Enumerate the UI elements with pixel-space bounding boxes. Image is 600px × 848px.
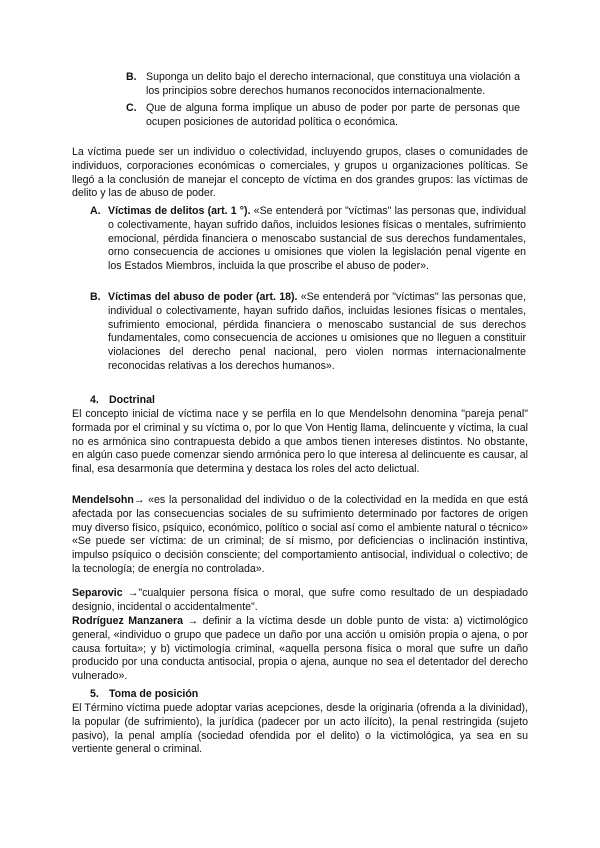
author-name: Separovic [72, 587, 123, 599]
list-item-c [126, 102, 520, 130]
arrow: → [133, 494, 145, 506]
group-text: «Se entenderá por "víctimas" las personas que, individual o colectivamente, hayan sufrido daños, incluidas lesiones físicas o mentales, sufrimiento emocional, pérdida financiera o menoscabo sustancial de sus derechos fundamentales, como consecuencia de acciones u omisiones que no lleguen a constituir violaciones del derecho penal nacional, pero violen normas internacionalmente reconocidas relativas a los derechos humanos». [108, 291, 526, 372]
author-name: Mendelsohn [72, 494, 134, 506]
section-5-heading [90, 688, 510, 702]
author-text: definir a la víctima desde un doble punto de vista: a) victimológico general, «individuo o grupo que padece un daño por una acción u omisión propia o ajena, o por causa fortuita»; y b) victimología criminal, «aquella persona física o moral que sufre un daño producido por una conducta antisocial, propia o ajena, aunque no sea el detentador del derecho vulnerado». [72, 615, 528, 683]
list-item-text: Que de alguna forma implique un abuso de poder por parte de personas que ocupen posiciones de autoridad política o económica. [146, 102, 520, 128]
group-marker: A. [90, 205, 101, 217]
section-title: Toma de posición [109, 688, 199, 700]
author-name: Rodríguez Manzanera [72, 615, 184, 627]
arrow: → [183, 615, 203, 627]
author-mendelsohn [72, 494, 528, 577]
section-number: 4. [90, 394, 99, 406]
list-marker: C. [126, 102, 137, 114]
section-5-paragraph: El Término víctima puede adoptar varias acepciones, desde la originaria (ofrenda a la divinidad), la popular (de sufrimiento), la jurídica (padecer por un acto ilícito), la penal restringida (sujeto pasivo), la penal amplía (sociedad ofendida por el delito) o la victimológica, ya sea en su vertiente general o criminal. [72, 702, 528, 756]
section-title: Doctrinal [109, 394, 155, 406]
section-number: 5. [90, 688, 99, 700]
group-marker: B. [90, 291, 101, 303]
list-marker: B. [126, 71, 137, 83]
arrow: → [122, 587, 139, 599]
section-4-heading [90, 394, 510, 408]
group-body [108, 291, 526, 374]
list-item-text: Suponga un delito bajo el derecho internacional, que constituya una violación a los principios sobre derechos humanos reconocidos internacionalmente. [146, 71, 520, 97]
list-item-b [126, 71, 520, 99]
author-rodriguez-manzanera [72, 615, 528, 684]
group-item-a [90, 205, 526, 274]
section-4-paragraph: El concepto inicial de víctima nace y se perfila en lo que Mendelsohn denomina "pareja penal" formada por el criminal y su víctima o, por lo que Von Hentig llama, delincuente y víctima, la cual no es armónica sino contrapuesta debido a que ambos tienen intereses distintos. No obstante, en algún caso puede comenzar siendo armónica pero lo que interesa al delincuente es causar, al final, esa desarmonía que determina y destaca los roles del acto delictual. [72, 408, 528, 476]
group-body [108, 205, 526, 274]
author-separovic [72, 587, 528, 615]
group-text: «Se entenderá por "víctimas" las personas que, individual o colectivamente, hayan sufrido daños, incluidos lesiones físicas o mentales, sufrimiento emocional, pérdida financiera o menoscabo sustancial de sus derechos fundamentales, orno consecuencia de acciones u omisiones que violen la legislación penal vigente en los Estados Miembros, incluida la que proscribe el abuso de poder». [108, 205, 526, 273]
group-title: Víctimas de delitos (art. 1 °). [108, 205, 251, 217]
author-text: "cualquier persona física o moral, que sufre como resultado de un despiadado designio, incidental o accidentalmente". [72, 587, 528, 613]
group-title: Víctimas del abuso de poder (art. 18). [108, 291, 298, 303]
group-item-b [90, 291, 526, 374]
intro-paragraph: La víctima puede ser un individuo o colectividad, incluyendo grupos, clases o comunidades de individuos, corporaciones económicas o comerciales, y grupos u organizaciones políticas. Se llegó a la conclusión de manejar el concepto de víctima en dos grandes grupos: las víctimas de delito y las de abuso de poder. [72, 146, 528, 200]
author-text: «es la personalidad del individuo o de la colectividad en la medida en que está afectada por las consecuencias sociales de su sufrimiento determinado por factores de origen muy diverso físico, psíquico, económico, político o social así como el ambiente natural o técnico» «Se puede ser víctima: de un criminal; de sí mismo, por deficiencias o inclinación instintiva, impulso psíquico o decisión consciente; del comportamiento antisocial, individual o colectivo; de la tecnología; de energía no controlada». [72, 494, 528, 575]
